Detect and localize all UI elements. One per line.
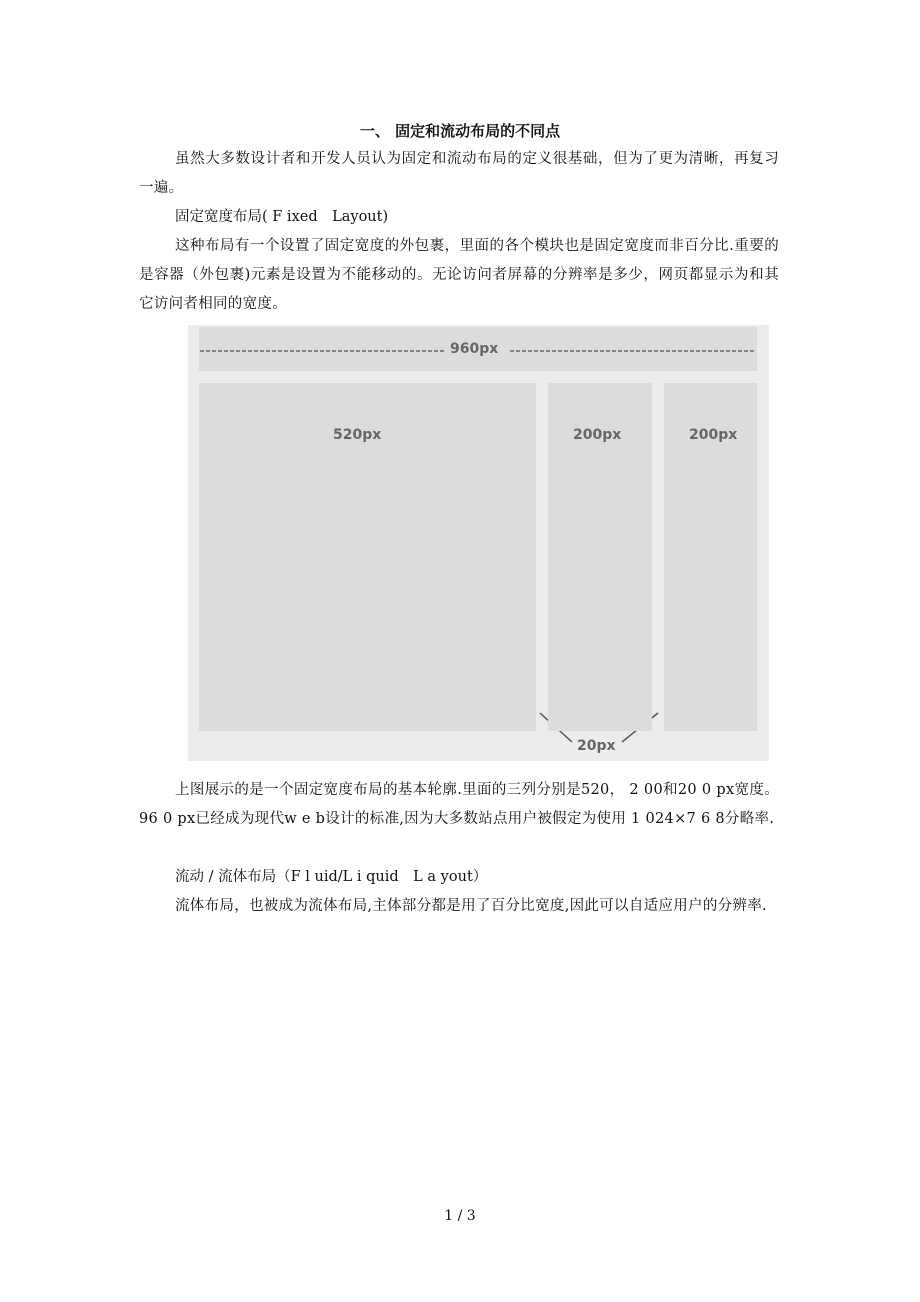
fluid-layout-title: 流动 / 流体布局（F l uid/L i quid L a yout）	[175, 869, 488, 885]
column-200-a-label: 200px	[573, 427, 622, 443]
column-200-b-label: 200px	[689, 427, 738, 443]
fixed-layout-description: 这种布局有一个设置了固定宽度的外包裹，里面的各个模块也是固定宽度而非百分比.重要的是容器（外包裹)元素是设置为不能移动的。无论访问者屏幕的分辨率是多少，网页都显示为和其它访问者相同的宽度。	[139, 238, 779, 312]
intro-paragraph: 虽然大多数设计者和开发人员认为固定和流动布局的定义很基础，但为了更为清晰，再复习一遍。	[139, 151, 779, 196]
width-960-label: 960px	[450, 341, 499, 357]
fixed-layout-title: 固定宽度布局( F ixed Layout)	[175, 209, 389, 225]
page-number: 1 / 3	[444, 1208, 476, 1224]
gap-20-label: 20px	[577, 738, 616, 754]
figure-description: 上图展示的是一个固定宽度布局的基本轮廓.里面的三列分别是520， 2 00和20 0 px宽度。96 0 px已经成为现代w e b设计的标准,因为大多数站点用户被假定为使用 1 024×7 6 8分略率.	[139, 782, 779, 827]
fluid-layout-description: 流体布局，也被成为流体布局,主体部分都是用了百分比宽度,因此可以自适应用户的分辨率.	[175, 898, 767, 914]
column-520-label: 520px	[333, 427, 382, 443]
fixed-layout-diagram	[188, 325, 769, 761]
section-heading: 一、 固定和流动布局的不同点	[359, 122, 561, 140]
